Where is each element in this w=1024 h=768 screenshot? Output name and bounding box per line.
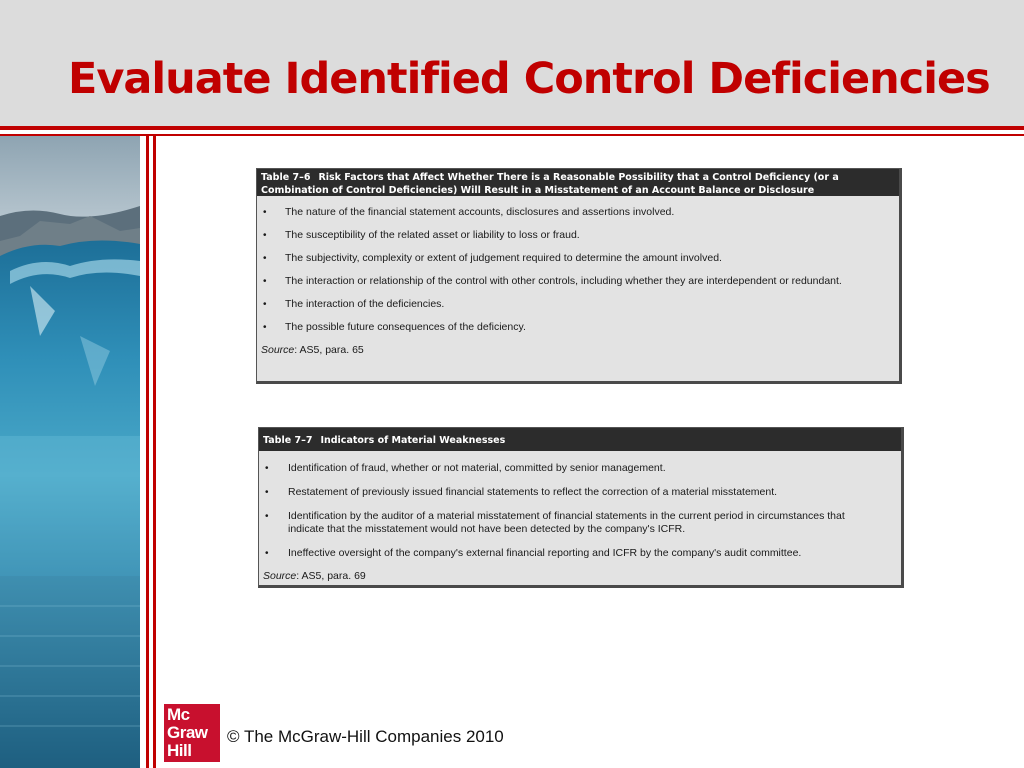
slide-header — [0, 0, 1024, 126]
bullet-icon: • — [265, 463, 269, 474]
table-number: Table 7–7 — [263, 435, 313, 446]
list-item: • The possible future consequences of the deficiency. — [263, 321, 526, 333]
table-header — [259, 428, 901, 451]
source-label: Source — [261, 344, 295, 356]
table-caption: Indicators of Material Weaknesses — [320, 435, 506, 446]
list-item: • The interaction or relationship of the control with other controls, including whether they are interdependent or redundant. — [263, 275, 842, 287]
list-item: • Restatement of previously issued financial statements to reflect the correction of a material misstatement. — [265, 486, 778, 498]
table-source — [259, 570, 901, 582]
material-weaknesses-table — [258, 427, 904, 588]
source-text: : AS5, para. 69 — [296, 570, 366, 582]
vertical-rule-1 — [146, 136, 149, 768]
iceberg-image — [0, 136, 140, 768]
list-item: • The subjectivity, complexity or extent of judgement required to determine the amount involved. — [263, 252, 722, 264]
bullet-icon: • — [265, 487, 269, 498]
vertical-rule-2 — [153, 136, 156, 768]
logo-text: Hill — [167, 741, 192, 760]
risk-factors-table — [256, 168, 902, 384]
table-number: Table 7–6 — [261, 172, 311, 183]
list-item: • Identification by the auditor of a material misstatement of financial statements in the current period in circumstances that indicate that the misstatement would not have been detected by the company's ICFR. — [265, 510, 845, 535]
list-item: • The susceptibility of the related asset or liability to loss or fraud. — [263, 229, 580, 241]
logo-text: Mc — [167, 705, 190, 724]
mcgraw-hill-logo — [164, 704, 220, 762]
bullet-icon: • — [263, 253, 267, 264]
slide-title: Evaluate Identified Control Deficiencies — [68, 54, 990, 104]
list-item: • The interaction of the deficiencies. — [263, 298, 445, 310]
bullet-icon: • — [265, 511, 269, 522]
bullet-icon: • — [263, 207, 267, 218]
copyright-text: © The McGraw-Hill Companies 2010 — [227, 727, 504, 746]
table-source — [257, 344, 899, 356]
bullet-icon: • — [263, 322, 267, 333]
list-item: • The nature of the financial statement accounts, disclosures and assertions involved. — [263, 206, 675, 218]
source-text: : AS5, para. 65 — [294, 344, 364, 356]
bullet-icon: • — [263, 230, 267, 241]
header-rule-thick — [0, 126, 1024, 130]
source-label: Source — [263, 570, 297, 582]
list-item: • Ineffective oversight of the company's external financial reporting and ICFR by the company's audit committee. — [265, 547, 802, 559]
table-caption: Risk Factors that Affect Whether There is a Reasonable Possibility that a Control Deficiency (or a Combination of Control Deficiencies) Will Result in a Misstatement of an Account Balance or Disclosure — [261, 172, 839, 196]
list-item: • Identification of fraud, whether or not material, committed by senior management. — [265, 462, 666, 474]
bullet-icon: • — [265, 548, 269, 559]
logo-text: Graw — [167, 723, 208, 742]
table-header — [257, 169, 899, 196]
bullet-icon: • — [263, 276, 267, 287]
bullet-icon: • — [263, 299, 267, 310]
